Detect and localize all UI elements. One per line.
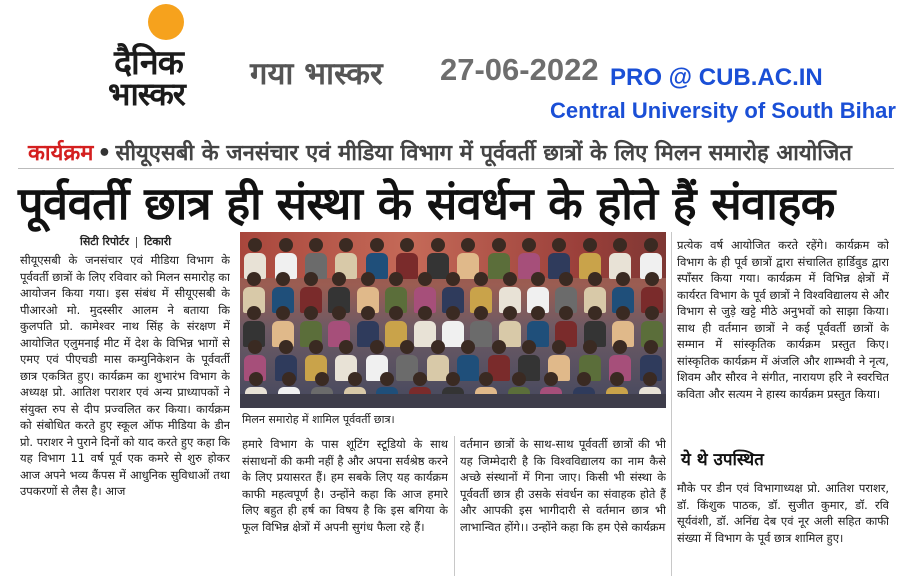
article-column-2: हमारे विभाग के पास शूटिंग स्टूडियो के साथ संसाधनों की कमी नहीं है और अपना सर्वश्रेष्ठ करने के लिए प्रयासरत हैं। हम सबके लिए यह कार्यक्रम काफी महत्वपूर्ण है। उन्होंने कहा कि आज हमारे लिए बहुत ही हर्ष का विषय है कि इस बगिया के फूल विभिन्न क्षेत्रों में अपनी सुगंध फैला रहे हैं।: [242, 437, 448, 534]
column-divider: [454, 436, 455, 576]
university-name: Central University of South Bihar: [550, 98, 896, 123]
pro-contact: PRO @ CUB.AC.IN: [610, 64, 823, 91]
article-column-1: सीयूएसबी के जनसंचार एवं मीडिया विभाग के पूर्ववर्ती छात्रों के लिए रविवार को मिलन समारोह का आयोजन किया गया। इस संबंध में सीयूएसबी के पीआरओ मो. मुदस्सीर आलम ने बताया कि कुलपति प्रो. कामेश्वर नाथ सिंह के संरक्षण में आयोजित एलुमनाई मीट में देश के विभिन्न भागों से एमए एवं पीएचडी मास कम्युनिकेशन के पूर्ववर्ती छात्र एकत्रित हुए। कार्यक्रम का शुभारंभ विभाग के अध्यक्ष प्रो. आतिश पराशर एवं अन्य प्राध्यापकों ने संयुक्त रुप से दीप प्रज्वलित कर किया। कार्यक्रम को संबोधित करते हुए स्कूल ऑफ मीडिया के डीन प्रो. पराशर ने पुराने दिनों को याद करते हुए कहा कि यह विभाग 11 वर्ष पूर्व एक कमरे से शुरु होकर आज अपने भव्य कैंपस में आधुनिक सुविधाओं तथा उपकरणों से लैस है। आज: [20, 253, 230, 498]
byline-reporter: सिटी रिपोर्टर: [80, 235, 129, 248]
logo-text-line2: भास्कर: [108, 75, 185, 113]
kicker-text: सीयूएसबी के जनसंचार एवं मीडिया विभाग में पूर्ववर्ती छात्रों के लिए मिलन समारोह आयोजित: [115, 141, 852, 166]
kicker-divider: [18, 168, 894, 169]
article-column-3: वर्तमान छात्रों के साथ-साथ पूर्ववर्ती छात्रों की भी यह जिम्मेदारी है कि विश्वविद्यालय का नाम कैसे अच्छे संस्थानों में गिना जाए। किसी भी संस्था के पूर्ववर्ती छात्र ही उसके संवर्धन का संवाहक होते हैं और आपकी इस भागीदारी से वर्तमान छात्र भी लाभान्वित होंगे।। उन्होंने कहा कि हम ऐसे कार्यक्रम: [460, 437, 666, 534]
sun-icon: [148, 4, 184, 40]
article-column-4: प्रत्येक वर्ष आयोजित करते रहेंगे। कार्यक्रम को विभाग के ही पूर्व छात्रों द्वारा संचालित हार्डिवुड द्वारा स्पॉंसर किया गया। कार्यक्रम में विभिन्न क्षेत्रों में कार्यरत विभाग के पूर्व छात्रों ने विश्वविद्यालय से और विभाग से जुड़े खट्टे मीठे अनुभवों को साझा किया। साथ ही वर्तमान छात्रों ने कई पूर्ववर्ती छात्रों के सम्मान में सांस्कृतिक कार्यक्रम प्रस्तुत किए। सांस्कृतिक कार्यक्रम में अंजलि और शाम्भवी ने नृत्य, शिवम और सौरव ने संगीत, नारायण हरि ने स्वरचित कविता और सत्यम ने हास्य कार्यक्रम प्रस्तुत किया।: [677, 238, 889, 401]
kicker-bullet: •: [97, 141, 112, 166]
category-label: कार्यक्रम: [28, 141, 94, 166]
byline-separator: [136, 237, 137, 248]
byline-place: टिकारी: [144, 235, 172, 248]
photo-floor: [240, 394, 666, 408]
attendees-paragraph: मौके पर डीन एवं विभागाध्यक्ष प्रो. आतिश पराशर, डॉ. किंशुक पाठक, डॉ. सुजीत कुमार, डॉ. रवि सूर्यवंशी, डॉ. अनिंद्य देब एवं नूर अली सहित काफी संख्या में विभाग के पूर्व छात्र शामिल हुए।: [677, 481, 889, 545]
photo-caption: मिलन समारोह में शामिल पूर्ववर्ती छात्र।: [242, 413, 395, 426]
attendees-subhead: ये थे उपस्थित: [681, 450, 764, 470]
column-divider: [671, 232, 672, 576]
edition-name: गया भास्कर: [250, 56, 383, 92]
kicker-line: [28, 137, 888, 167]
logo-text-line1: दैनिक: [114, 43, 183, 83]
byline: [80, 234, 171, 249]
publication-date: 27-06-2022: [440, 52, 599, 87]
group-photo-icon: [240, 232, 666, 408]
headline: पूर्ववर्ती छात्र ही संस्था के संवर्धन के होते हैं संवाहक: [18, 177, 835, 230]
dainik-bhaskar-logo: [100, 2, 230, 113]
